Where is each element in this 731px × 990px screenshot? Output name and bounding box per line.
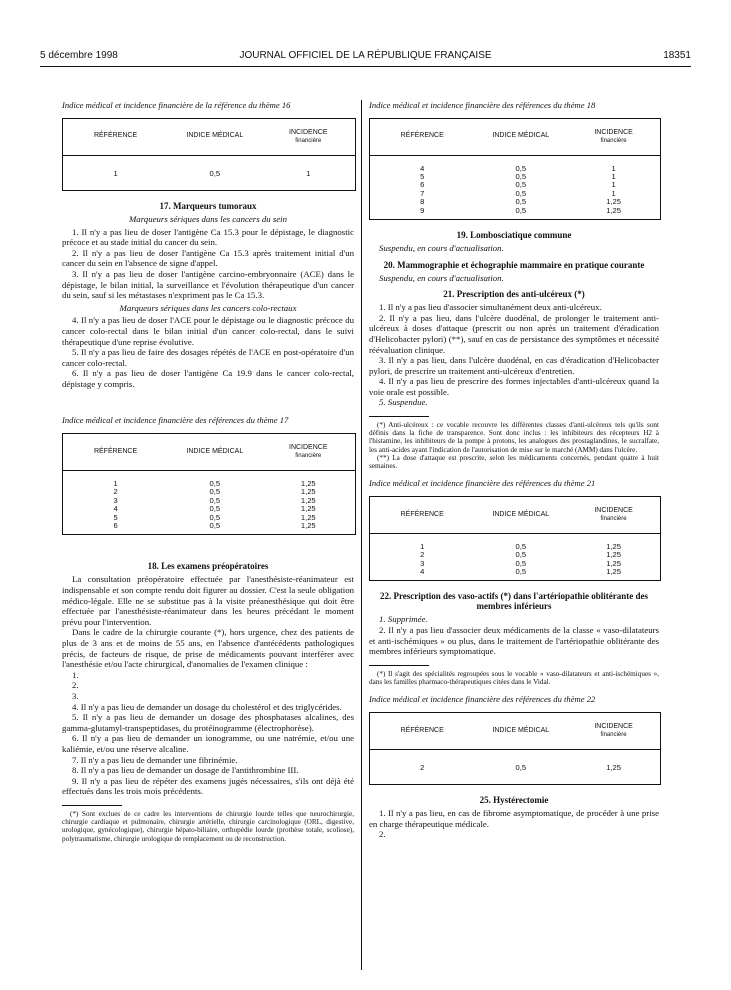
paragraph: 1. Il n'y a pas lieu d'associer simultanément deux anti-ulcéreux. <box>379 302 602 313</box>
table-body <box>370 534 660 581</box>
header-incidence <box>262 129 355 145</box>
cell-indice: 0,5 <box>209 168 221 178</box>
table-header <box>370 119 660 156</box>
cell-reference: 4 <box>420 163 425 173</box>
cell-incidence: 1,25 <box>606 550 621 560</box>
paragraph: 3. Il n'y a pas lieu, dans l'ulcère duodénal, en cas d'éradication d'Helicobacter pylori, de prescrire un traitement anti-ulcéreux d'entretien. <box>369 355 659 376</box>
paragraph: Suspendu, en cours d'actualisation. <box>379 242 504 253</box>
cell-indice: 0,5 <box>209 487 221 497</box>
table-row <box>370 764 660 772</box>
cell-incidence: 1,25 <box>606 567 621 577</box>
paragraph: 2. <box>379 829 386 840</box>
cell-incidence: 1 <box>611 163 616 173</box>
paragraph: 8. Il n'y a pas lieu de demander un dosage de l'antithrombine III. <box>72 765 299 776</box>
cell-incidence: 1 <box>611 171 616 181</box>
header-financiere-label: financière <box>600 515 627 522</box>
section-17-title: 17. Marqueurs tumoraux <box>159 200 257 211</box>
cell-indice: 0,5 <box>515 550 527 560</box>
table-caption-17: Indice médical et incidence financière des références du thème 17 <box>62 415 289 426</box>
cell-incidence: 1 <box>611 188 616 198</box>
footnote: (**) La dose d'attaque est prescrite, selon les médicaments concernés, pendant quatre à huit semaines. <box>369 453 659 471</box>
cell-indice: 0,5 <box>515 197 527 207</box>
paragraph: 4. Il n'y a pas lieu de prescrire des formes injectables d'anti-ulcéreux quand la voie orale est possible. <box>369 376 659 397</box>
paragraph: 4. Il n'y a pas lieu de doser l'ACE pour le dépistage ou le diagnostic précoce du cancer colo-rectal dans le bilan initial d'un cancer colo-rectal, dans le suivi thérapeutique d'une reprise évolutive. <box>62 315 354 347</box>
right-column <box>369 100 659 840</box>
cell-incidence: 1,25 <box>606 558 621 568</box>
paragraph: 1. Il n'y a pas lieu de doser l'antigène Ca 15.3 pour le dépistage, le diagnostic précoce et au stade initial du cancer du sein. <box>62 226 354 248</box>
table-theme-16 <box>62 118 356 191</box>
header-indice: INDICE MÉDICAL <box>492 132 550 140</box>
cell-incidence: 1,25 <box>300 495 316 505</box>
cell-reference: 2 <box>113 487 118 497</box>
cell-reference: 5 <box>420 171 425 181</box>
table-theme-22 <box>369 712 661 785</box>
table-caption-18: Indice médical et incidence financière des références du thème 18 <box>369 100 596 110</box>
header-incidence-label: INCIDENCE <box>594 506 633 514</box>
header-incidence <box>567 723 660 739</box>
cell-indice: 0,5 <box>209 495 221 505</box>
header-financiere-label: financière <box>600 137 627 144</box>
table-row <box>370 568 660 576</box>
paragraph: 2. Il n'y a pas lieu d'associer deux médicaments de la classe « vaso-dilatateurs et anti-ischémiques » ou plus, dans le traitement de l'artériopathie oblitérante des membres inférieurs symptomatique. <box>369 625 659 657</box>
header-financiere-label: financière <box>295 453 322 460</box>
header-reference: RÉFÉRENCE <box>400 726 444 734</box>
table-body <box>370 750 660 784</box>
footnote: (*) Sont exclues de ce cadre les interventions de chirurgie lourde telles que neurochirurgie, chirurgie cardiaque et pulmonaire, chirurgie artérielle, chirurgie carcinologique (ORL, digestive, urologique, gynécologique), chirurgie hépato-biliaire, orthopédie lourde (prothèse totale, scoliose), polytraumatisme, chirurgie urologique de remplacement ou de reconstruction. <box>62 809 354 843</box>
cell-indice: 0,5 <box>209 521 221 531</box>
cell-reference: 7 <box>420 188 425 198</box>
table-row <box>370 207 660 215</box>
table-caption-22: Indice médical et incidence financière des références du thème 22 <box>369 694 596 705</box>
section-20-title: 20. Mammographie et échographie mammaire en pratique courante <box>383 259 645 270</box>
table-theme-21 <box>369 496 661 582</box>
paragraph: Dans le cadre de la chirurgie courante (*), hors urgence, chez des patients de plus de 3 ans et de moins de 55 ans, en l'absence d'antécédents pathologiques précis, de facteurs de risque, de prise de médicaments pouvant interférer avec l'anesthésie et/ou l'acte chirurgical, d'anomalies de l'examen clinique : <box>62 627 354 670</box>
header-incidence <box>567 129 660 145</box>
cell-reference: 2 <box>420 762 425 772</box>
footnote: (*) Anti-ulcéreux : ce vocable recouvre les différentes classes d'anti-ulcéreux tels qu'ils sont définis dans la fiche de transparence. Sont donc inclus : les inhibiteurs des récepteurs H2 à l'histamine, les inhibiteurs de la pompe à protons, les analogues des prostaglandines, le sucralfate, les anti-acides ayant l'indication de l'autorisation de mise sur le marché (AMM) dans l'ulcère. <box>369 421 659 454</box>
header-indice: INDICE MÉDICAL <box>186 132 244 140</box>
footnote-rule <box>369 665 429 666</box>
header-incidence <box>567 507 660 523</box>
cell-incidence: 1,25 <box>300 512 316 522</box>
cell-reference: 1 <box>113 479 118 489</box>
cell-indice: 0,5 <box>209 512 221 522</box>
cell-indice: 0,5 <box>515 171 527 181</box>
paragraph: 1. <box>72 669 79 680</box>
section-19-title: 19. Lombosciatique commune <box>456 229 572 240</box>
paragraph: 7. Il n'y a pas lieu de demander une fibrinémie. <box>72 754 238 765</box>
cell-reference: 5 <box>113 512 118 522</box>
cell-indice: 0,5 <box>209 479 221 489</box>
cell-incidence: 1,25 <box>300 504 316 514</box>
table-theme-17 <box>62 433 356 535</box>
cell-incidence: 1 <box>306 168 311 178</box>
cell-indice: 0,5 <box>515 163 527 173</box>
section-17-subtitle-sein: Marqueurs sériques dans les cancers du sein <box>128 213 287 224</box>
cell-reference: 1 <box>113 168 118 178</box>
footnote-rule <box>62 805 122 806</box>
header-reference: RÉFÉRENCE <box>400 132 444 140</box>
header-indice: INDICE MÉDICAL <box>492 726 550 734</box>
table-row <box>370 165 660 173</box>
cell-reference: 9 <box>420 205 425 215</box>
cell-reference: 3 <box>113 495 118 505</box>
paragraph: 2. <box>72 680 79 691</box>
cell-indice: 0,5 <box>515 180 527 190</box>
table-body <box>370 156 660 219</box>
header-reference: RÉFÉRENCE <box>93 132 138 140</box>
cell-incidence: 1,25 <box>606 205 621 215</box>
cell-reference: 2 <box>420 550 425 560</box>
cell-indice: 0,5 <box>515 558 527 568</box>
section-18-title: 18. Les examens préopératoires <box>147 561 269 572</box>
header-financiere-label: financière <box>295 137 322 144</box>
table-header <box>63 434 355 471</box>
cell-reference: 6 <box>420 180 425 190</box>
paragraph: 3. <box>72 690 79 701</box>
cell-indice: 0,5 <box>515 541 527 551</box>
table-caption-16: Indice médical et incidence financière de la référence du thème 16 <box>62 100 291 110</box>
table-caption-21: Indice médical et incidence financière des références du thème 21 <box>369 478 596 489</box>
section-22-title: 22. Prescription des vaso-actifs (*) dans l'artériopathie oblitérante des membres inférieurs <box>379 591 649 612</box>
table-row <box>63 522 355 530</box>
paragraph: La consultation préopératoire effectuée par l'anesthésiste-réanimateur est indispensable et son compte rendu doit figurer au dossier. C'est la seule obligation médico-légale. Elle ne se substitue pas à la visite préanesthésique qui doit être effectuée par l'anesthésiste-réanimateur dans les heures précédant le moment prévu pour l'intervention. <box>62 574 354 627</box>
cell-incidence: 1,25 <box>300 479 316 489</box>
paragraph: 9. Il n'y a pas lieu de répéter des examens jugés nécessaires, s'ils ont déjà été effectués dans les trois mois précédents. <box>62 775 354 797</box>
header-incidence-label: INCIDENCE <box>594 722 633 730</box>
cell-incidence: 1,25 <box>300 521 316 531</box>
table-body <box>63 156 355 190</box>
header-reference: RÉFÉRENCE <box>400 510 444 518</box>
cell-indice: 0,5 <box>515 762 527 772</box>
cell-incidence: 1,25 <box>300 487 316 497</box>
header-incidence-label: INCIDENCE <box>594 128 633 136</box>
page-header <box>40 50 691 66</box>
header-incidence-label: INCIDENCE <box>289 128 328 136</box>
header-indice: INDICE MÉDICAL <box>186 447 244 455</box>
cell-reference: 3 <box>420 558 425 568</box>
header-financiere-label: financière <box>600 731 627 738</box>
section-21-title: 21. Prescription des anti-ulcéreux (*) <box>443 289 585 300</box>
paragraph: Suspendu, en cours d'actualisation. <box>379 272 504 283</box>
section-17-subtitle-colorectal: Marqueurs sériques dans les cancers colo-rectaux <box>119 302 297 313</box>
paragraph: 6. Il n'y a pas lieu de demander un ionogramme, ou une natrémie, et/ou une kaliémie, et/ou une réserve alcaline. <box>62 733 354 754</box>
cell-indice: 0,5 <box>515 567 527 577</box>
paragraph: 5. Suspendue. <box>379 397 428 408</box>
paragraph: 3. Il n'y a pas lieu de doser l'antigène carcino-embryonnaire (ACE) dans le dépistage, le bilan initial, la surveillance et l'évolution thérapeutique d'un cancer du sein, sauf si les métastases n'expriment pas le Ca 15.3. <box>62 268 354 301</box>
paragraph: 2. Il n'y a pas lieu, dans l'ulcère duodénal, de prolonger le traitement anti-ulcéreux à doses d'attaque (prescrit ou non après un traitement d'éradication d'Helicobacter pylori) (**), sauf en cas de persistance des symptômes et nécessité réévaluation clinique. <box>369 312 659 355</box>
paragraph: 5. Il n'y a pas lieu de faire des dosages répétés de l'ACE en post-opératoire d'un cancer colo-rectal. <box>62 347 354 368</box>
paragraph: 6. Il n'y a pas lieu de doser l'antigène Ca 19.9 dans le cancer colo-rectal, dépistage y compris. <box>62 368 354 389</box>
table-row <box>63 170 355 178</box>
cell-indice: 0,5 <box>209 504 221 514</box>
table-header <box>370 713 660 750</box>
cell-reference: 4 <box>420 567 425 577</box>
table-header <box>370 497 660 534</box>
paragraph: 1. Il n'y a pas lieu, en cas de fibrome asymptomatique, de procéder à une prise en charge thérapeutique médicale. <box>369 808 659 829</box>
table-header <box>63 119 355 156</box>
cell-reference: 6 <box>113 521 118 531</box>
table-theme-18 <box>369 118 661 220</box>
header-reference: RÉFÉRENCE <box>93 447 138 455</box>
table-row <box>370 181 660 189</box>
cell-incidence: 1,25 <box>606 762 621 772</box>
table-body <box>63 471 355 534</box>
header-rule <box>40 66 691 67</box>
header-indice: INDICE MÉDICAL <box>492 510 550 518</box>
header-incidence <box>262 444 355 460</box>
footnote-rule <box>369 416 429 417</box>
footnote: (*) Il s'agit des spécialités regroupées sous le vocable « vaso-dilatateurs et anti-ischémiques », dans les familles pharmaco-thérapeutiques citées dans le Vidal. <box>369 669 659 687</box>
cell-incidence: 1,25 <box>606 197 621 207</box>
cell-incidence: 1,25 <box>606 541 621 551</box>
cell-reference: 8 <box>420 197 425 207</box>
journal-title: JOURNAL OFFICIEL DE LA RÉPUBLIQUE FRANÇAISE <box>239 50 492 61</box>
section-25-title: 25. Hystérectomie <box>479 795 549 806</box>
cell-reference: 4 <box>113 504 118 514</box>
paragraph: 5. Il n'y a pas lieu de demander un dosage des phosphatases alcalines, des gamma-glutamyl-transpeptidases, du protéinogramme (électrophorèse). <box>62 712 354 733</box>
cell-indice: 0,5 <box>515 205 527 215</box>
page-number: 18351 <box>663 50 691 61</box>
cell-indice: 0,5 <box>515 188 527 198</box>
paragraph: 2. Il n'y a pas lieu de doser l'antigène Ca 15.3 après traitement initial d'un cancer du sein en l'absence de signe d'appel. <box>62 247 354 269</box>
table-row <box>370 173 660 181</box>
paragraph: 4. Il n'y a pas lieu de demander un dosage du cholestérol et des triglycérides. <box>72 701 342 712</box>
left-column <box>62 100 354 843</box>
paragraph: 1. Supprimée. <box>379 614 428 625</box>
header-incidence-label: INCIDENCE <box>289 444 328 452</box>
issue-date: 5 décembre 1998 <box>40 50 118 61</box>
cell-incidence: 1 <box>611 180 616 190</box>
column-divider <box>361 100 362 970</box>
cell-reference: 1 <box>420 541 425 551</box>
